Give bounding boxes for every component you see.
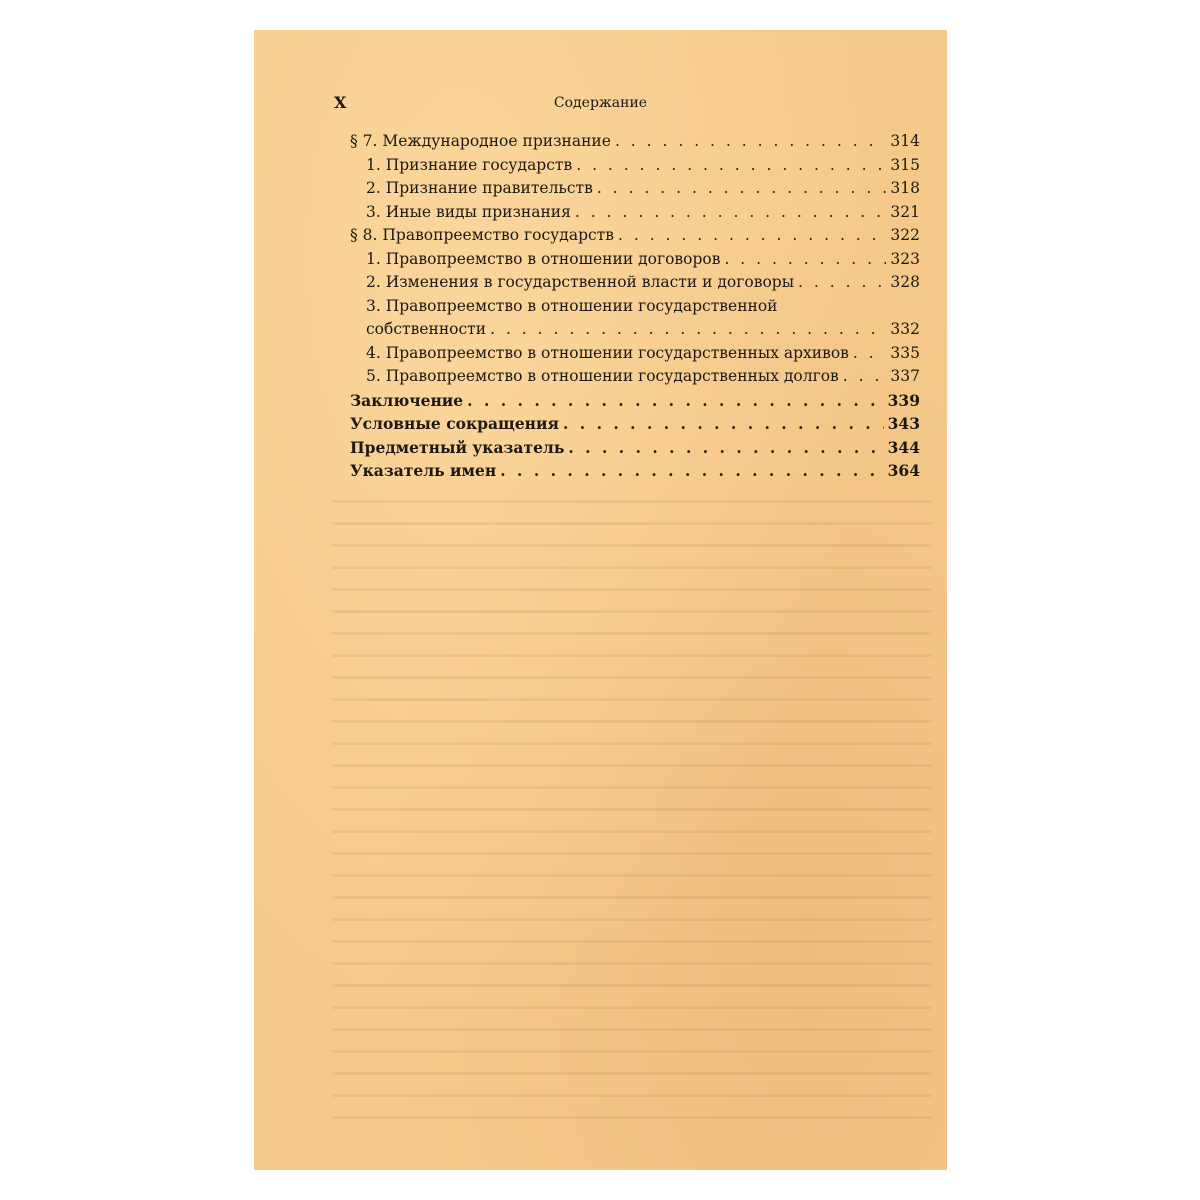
toc-entry-title: 1. Признание государств [366, 155, 573, 174]
toc-entry-page: 344 [887, 437, 920, 457]
toc-entry-page: 318 [890, 179, 920, 197]
toc-entry [350, 459, 920, 483]
toc-entry-title: 2. Признание правительств [366, 179, 593, 197]
toc-entry-title: § 8. Правопреемство государств [350, 226, 614, 244]
toc-entry-page: 328 [890, 273, 920, 291]
toc-entry-title: Указатель имен [350, 461, 497, 480]
toc-entry-page: 322 [890, 226, 920, 244]
dot-leader [576, 154, 886, 178]
toc-entry-page: 314 [890, 132, 920, 150]
dot-leader [615, 130, 886, 154]
toc-entry [350, 318, 920, 342]
toc-entry [350, 412, 920, 436]
toc-entry-title: Заключение [350, 390, 464, 410]
dot-leader [597, 177, 886, 201]
toc-entry [350, 177, 920, 201]
toc-entry-page: 323 [890, 249, 920, 268]
toc-entry [350, 130, 920, 154]
toc-entry-title: собственности [366, 320, 487, 338]
show-through-text [332, 500, 932, 1120]
toc-entry-title: 1. Правопреемство в отношении договоров [366, 249, 721, 268]
page-number: X [334, 93, 347, 112]
dot-leader [853, 342, 886, 366]
toc-entry-page: 315 [890, 155, 920, 174]
toc-entry [350, 248, 920, 272]
toc-entry [350, 224, 920, 248]
dot-leader [563, 412, 884, 436]
toc-entry [350, 271, 920, 295]
dot-leader [618, 224, 886, 248]
toc-entry-title: Условные сокращения [350, 414, 559, 433]
toc-entry-title: 5. Правопреемство в отношении государственных долгов [366, 367, 839, 385]
dot-leader [500, 459, 883, 483]
toc-entry-page: 364 [887, 461, 920, 480]
toc-entry-title: 4. Правопреемство в отношении государственных архивов [366, 343, 849, 362]
dot-leader [467, 389, 883, 413]
table-of-contents [350, 130, 920, 483]
toc-entry-title: Предметный указатель [350, 437, 565, 457]
toc-entry [350, 154, 920, 178]
dot-leader [724, 248, 886, 272]
dot-leader [575, 201, 886, 225]
toc-entry [350, 365, 920, 389]
toc-entry [350, 436, 920, 460]
toc-entry-title: 2. Изменения в государственной власти и договоры [366, 273, 795, 291]
dot-leader [568, 436, 883, 460]
toc-entry-title-line1: 3. Правопреемство в отношении государственной [366, 296, 778, 315]
running-head [254, 93, 947, 115]
toc-entry-page: 339 [887, 390, 920, 410]
dot-leader [843, 365, 886, 389]
toc-entry-page: 343 [887, 414, 920, 433]
dot-leader [490, 318, 886, 342]
toc-entry-title: § 7. Международное признание [350, 132, 611, 150]
book-page [254, 30, 947, 1170]
page-title: Содержание [553, 95, 648, 111]
toc-entry-page: 332 [890, 320, 920, 338]
toc-entry [350, 342, 920, 366]
toc-entry-title: 3. Иные виды признания [366, 202, 571, 221]
dot-leader [798, 271, 886, 295]
toc-entry-page: 335 [890, 343, 920, 362]
toc-entry [350, 389, 920, 413]
toc-entry-page: 337 [890, 367, 920, 385]
toc-entry-page: 321 [890, 202, 920, 221]
toc-entry [350, 201, 920, 225]
